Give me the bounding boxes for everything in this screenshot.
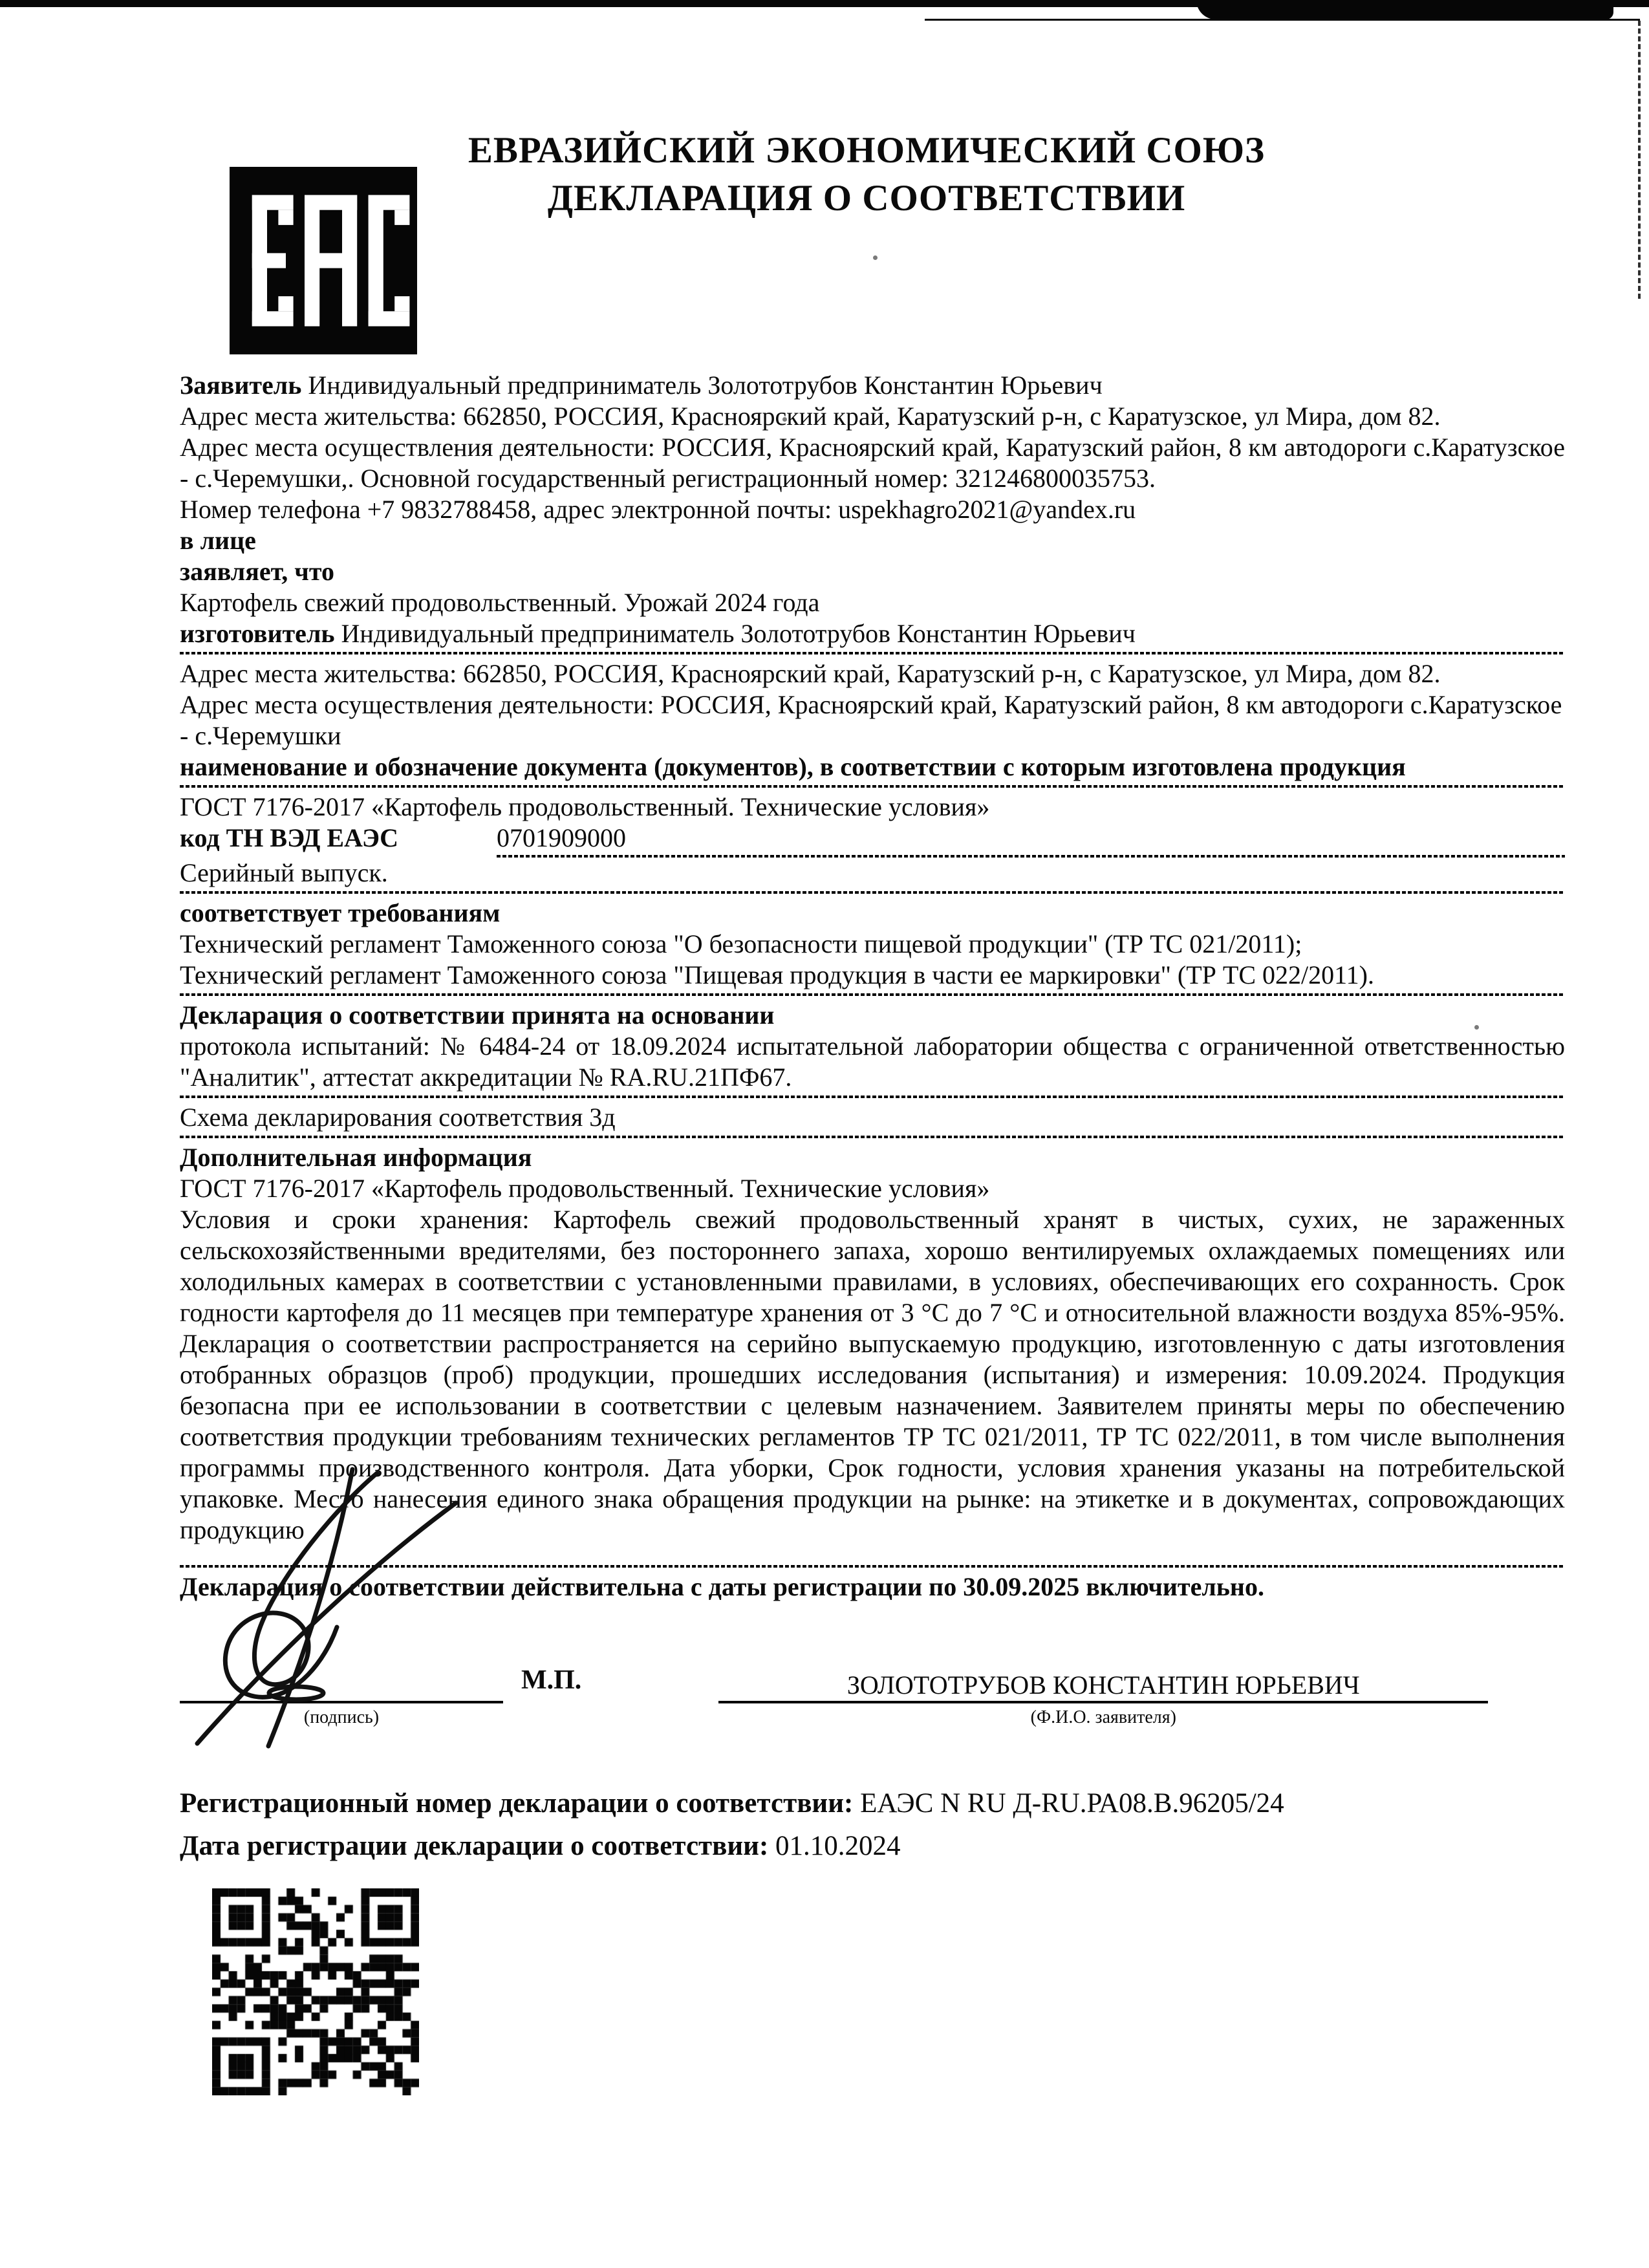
validity-statement: Декларация о соответствии действительна с даты регистрации по 30.09.2025 включительно. [180,1572,1264,1601]
scan-artifact-bulge [1196,0,1613,19]
declares-label: заявляет, что [180,557,334,586]
applicant-activity-address: Адрес места осуществления деятельности: РОССИЯ, Красноярский край, Каратузский район, 8 км автодороги с.Каратузское - с.Черемушки,. Основной государственный регистрационный номер: 321246800035753. [180,433,1565,493]
registration-number-line [180,1782,1565,1825]
basis-heading: Декларация о соответствии принята на основании [180,1000,775,1030]
docs-heading: наименование и обозначение документа (документов), в соответствии с которым изготовлена продукция [180,752,1406,781]
document-header [420,127,1313,222]
applicant-phone-email: Номер телефона +7 9832788458, адрес электронной почты: uspekhagro2021@yandex.ru [180,495,1136,524]
signature-area [180,1641,1565,1732]
scan-speck [873,255,878,260]
registration-block [180,1782,1565,1868]
signature-caption: (подпись) [303,1707,380,1727]
signer-name: ЗОЛОТОТРУБОВ КОНСТАНТИН ЮРЬЕВИЧ [846,1670,1360,1700]
spacer [180,1641,503,1701]
applicant-line [180,370,1565,401]
gost-reference: ГОСТ 7176-2017 «Картофель продовольственный. Технические условия» [180,792,990,821]
signature-column [180,1641,503,1732]
applicant-name: Индивидуальный предприниматель Золототрубов Константин Юрьевич [308,371,1103,400]
registration-date-label: Дата регистрации декларации о соответствии: [180,1831,769,1861]
additional-gost: ГОСТ 7176-2017 «Картофель продовольственный. Технические условия» [180,1174,990,1203]
in-person-label: в лице [180,526,256,555]
signer-column [718,1641,1488,1732]
manufacturer-line [180,618,1565,649]
manufacturer-activity-address: Адрес места осуществления деятельности: РОССИЯ, Красноярский край, Каратузский район, 8 км автодороги с.Каратузское - с.Черемушки [180,690,1562,750]
manufacturer-name: Индивидуальный предприниматель Золототрубов Константин Юрьевич [341,619,1136,648]
compliance-heading: соответствует требованиям [180,898,501,927]
tnved-code: 0701909000 [497,823,1565,858]
dotted-rule [180,652,1565,654]
spacer [180,1546,1565,1562]
scan-artifact-hairline [925,19,1640,21]
additional-info-heading: Дополнительная информация [180,1143,532,1172]
applicant-residence-address: Адрес места жительства: 662850, РОССИЯ, Красноярский край, Каратузский р-н, с Каратузское, ул Мира, дом 82. [180,402,1441,431]
declaration-scheme: Схема декларирования соответствия 3д [180,1103,616,1132]
registration-number-value: ЕАЭС N RU Д-RU.РА08.В.96205/24 [860,1788,1284,1819]
registration-date-line [180,1825,1565,1868]
product-name: Картофель свежий продовольственный. Урожай 2024 года [180,588,820,617]
dotted-rule [180,993,1565,996]
serial-release: Серийный выпуск. [180,858,388,887]
qr-code [212,1888,419,2095]
basis-text: протокола испытаний: № 6484-24 от 18.09.2024 испытательной лаборатории общества с ограниченной ответственностью "Аналитик", аттестат аккредитации № RA.RU.21ПФ67. [180,1031,1565,1092]
applicant-label: Заявитель [180,371,302,400]
eac-logo-graphic [230,167,417,354]
document-title: ДЕКЛАРАЦИЯ О СООТВЕТСТВИИ [547,178,1186,219]
manufacturer-residence-address: Адрес места жительства: 662850, РОССИЯ, Красноярский край, Каратузский р-н, с Каратузское, ул Мира, дом 82. [180,659,1441,688]
signer-name-caption: (Ф.И.О. заявителя) [1030,1707,1176,1727]
regulation-item: Технический регламент Таможенного союза "Пищевая продукция в части ее маркировки" (ТР ТС 022/2011). [180,960,1374,989]
document-body [180,370,1565,2095]
registration-number-label: Регистрационный номер декларации о соответствии: [180,1788,854,1819]
scan-artifact-right-dash [1638,21,1641,299]
registration-date-value: 01.10.2024 [775,1831,901,1861]
dotted-rule [180,785,1565,788]
regulation-item: Технический регламент Таможенного союза "О безопасности пищевой продукции" (ТР ТС 021/2011); [180,929,1302,958]
dotted-rule [180,1565,1565,1568]
dotted-rule [180,1136,1565,1138]
manufacturer-label: изготовитель [180,619,335,648]
union-title: ЕВРАЗИЙСКИЙ ЭКОНОМИЧЕСКИЙ СОЮЗ [468,130,1266,171]
tnved-label: код ТН ВЭД ЕАЭС [180,823,398,852]
dotted-rule [180,891,1565,894]
additional-text: Условия и сроки хранения: Картофель свежий продовольственный хранят в чистых, сухих, не зараженных сельскохозяйственными вредителями, без постороннего запаха, хорошо вентилируемых охлаждаемых помещениях или холодильных камерах в соответствии с установленными правилами, в условиях, обеспечивающих его сохранность. Срок годности картофеля до 11 месяцев при температуре хранения от 3 °С до 7 °С и относительной влажности воздуха 85%-95%. Декларация о соответствии распространяется на серийно выпускаемую продукцию, изготовленную с даты изготовления отобранных образцов (проб) продукции, прошедших исследования (испытания) и измерения: 10.09.2024. Продукция безопасна при ее использовании в соответствии с целевым назначением. Заявителем приняты меры по обеспечению соответствия продукции требованиям технических регламентов ТР ТС 021/2011, ТР ТС 022/2011, в том числе выполнения программы производственного контроля. Дата уборки, Срок годности, условия хранения указаны на потребительской упаковке. Место нанесения единого знака обращения продукции на рынке: на этикетке и в документах, сопровождающих продукцию [180,1205,1565,1544]
dotted-rule [180,1096,1565,1098]
stamp-place-label: М.П. [521,1665,582,1695]
eac-logo-icon [230,167,417,354]
tnved-row [180,823,1565,858]
spacer [718,1641,1488,1670]
